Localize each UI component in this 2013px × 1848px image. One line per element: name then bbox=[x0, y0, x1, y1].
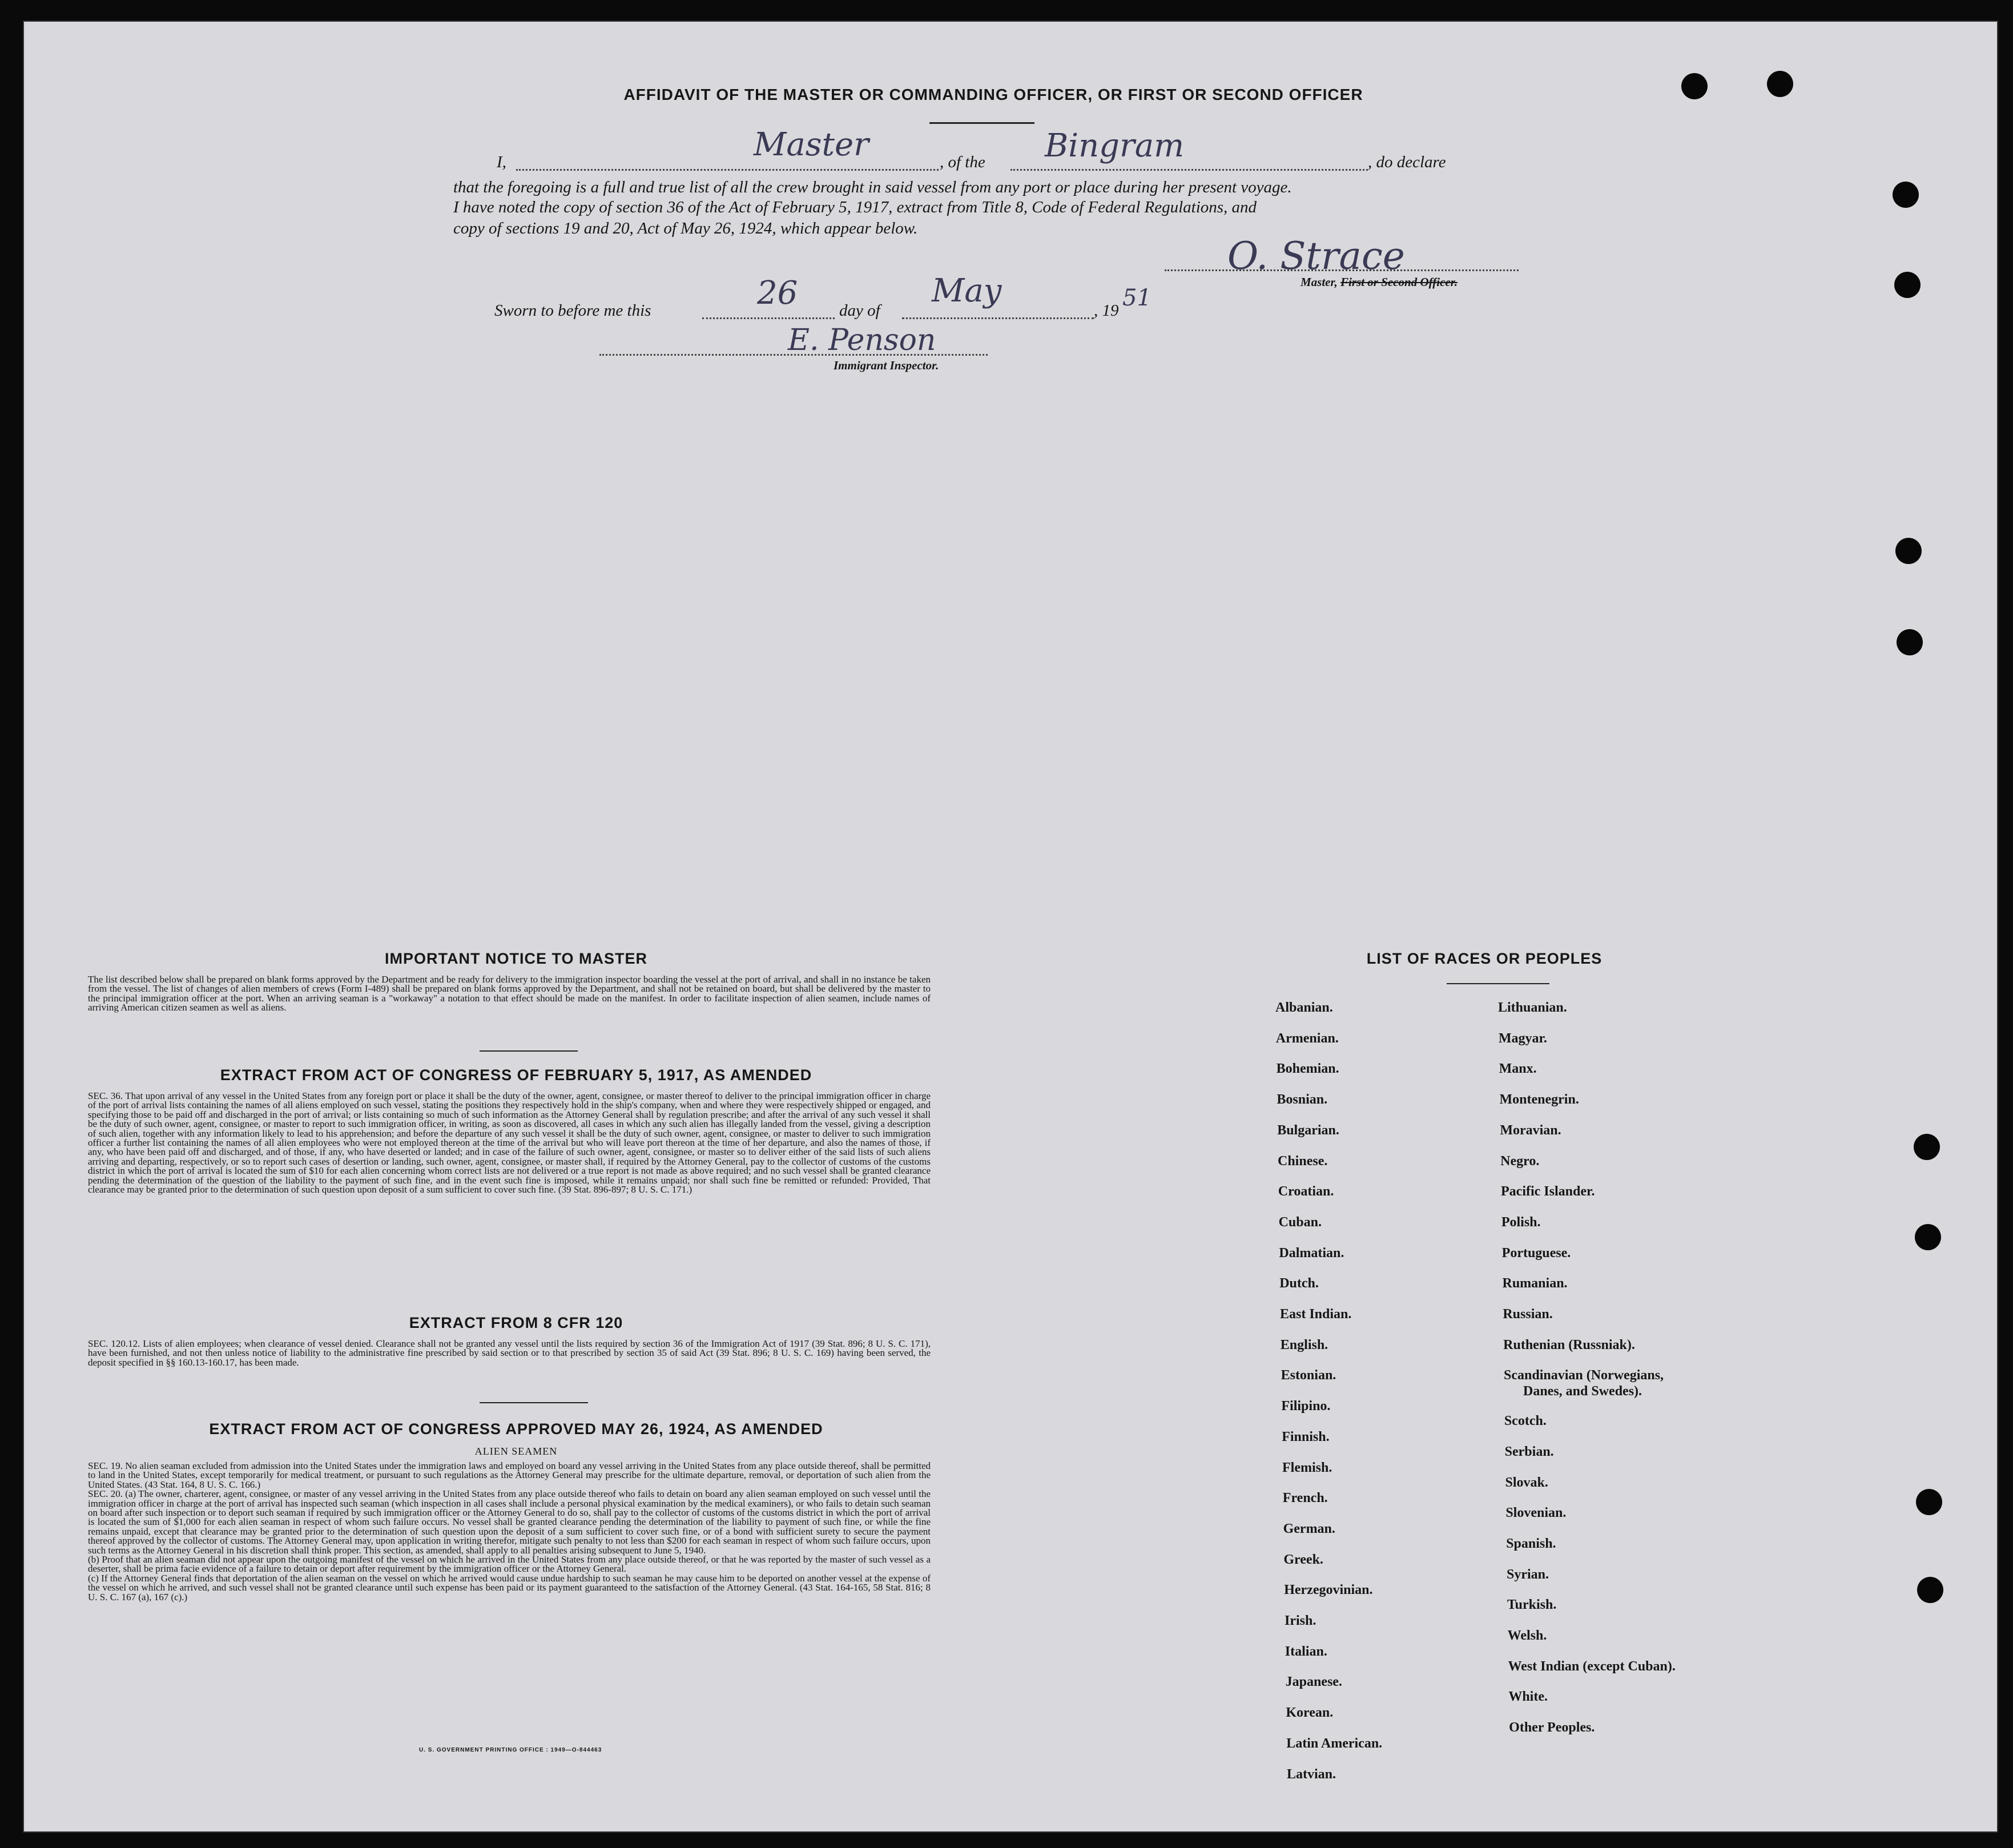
race-item: Pacific Islander. bbox=[1501, 1184, 1595, 1199]
race-item: Scandinavian (Norwegians, bbox=[1504, 1368, 1664, 1383]
race-item: Other Peoples. bbox=[1509, 1720, 1595, 1736]
race-item: Russian. bbox=[1503, 1307, 1553, 1322]
punch-hole-right-6 bbox=[1915, 1224, 1941, 1250]
section-20b-text: (b) Proof that an alien seaman did not appear upon the outgoing manifest of the vessel on which he arrived in the United States from any place outside thereof, or that he was reported by the master of such vessel as a deserter, shall be prima facie evidence of a failure to detain or deport after requirement by the immigration officer or the Attorney General. bbox=[88, 1554, 931, 1575]
extract-1924-subtitle: ALIEN SEAMEN bbox=[474, 1446, 558, 1457]
race-item: Ruthenian (Russniak). bbox=[1503, 1337, 1635, 1352]
race-item: Cuban. bbox=[1278, 1214, 1322, 1230]
race-item: Dutch. bbox=[1279, 1276, 1319, 1291]
master-name-handwritten: Master bbox=[754, 126, 869, 163]
races-title: LIST OF RACES OR PEOPLES bbox=[1366, 950, 1603, 967]
race-item: Latin American. bbox=[1286, 1736, 1383, 1751]
sworn-year-handwritten: 51 bbox=[1122, 285, 1152, 311]
inspector-signature: E. Penson bbox=[788, 323, 936, 357]
master-title bbox=[1301, 275, 1458, 289]
race-item: White. bbox=[1508, 1689, 1548, 1705]
extract-1924-text bbox=[88, 1462, 931, 1602]
race-item: Japanese. bbox=[1285, 1674, 1342, 1690]
races-rule bbox=[1447, 983, 1549, 984]
race-item: Negro. bbox=[1500, 1153, 1540, 1169]
title-rule bbox=[929, 122, 1034, 124]
race-item: Montenegrin. bbox=[1499, 1092, 1579, 1108]
declaration-line-3: I have noted the copy of section 36 of the Act of February 5, 1917, extract from Title 8, Code of Federal Regulations, and bbox=[453, 198, 1257, 216]
race-item: Flemish. bbox=[1282, 1460, 1332, 1475]
punch-hole-right-5 bbox=[1914, 1134, 1940, 1160]
race-item: Chinese. bbox=[1278, 1153, 1328, 1169]
punch-hole-right-1 bbox=[1893, 182, 1919, 208]
master-struck-label: First or Second Officer. bbox=[1340, 275, 1458, 289]
extract-cfr-title: EXTRACT FROM 8 CFR 120 bbox=[409, 1314, 623, 1331]
race-item: East Indian. bbox=[1280, 1307, 1352, 1322]
section-19-text: SEC. 19. No alien seaman excluded from admission into the United States under the immigration laws and employed on board any vessel arriving in the United States from any place outside thereof, shall be permitted to land in the United States, except temporarily for medical treatment, or pursuant to such regulations as the Attorney General may prescribe for the ultimate departure, removal, or deportation of such alien from the United States. (43 Stat. 164, 8 U. S. C. 166.) bbox=[88, 1460, 931, 1490]
sworn-month-handwritten: May bbox=[932, 272, 1002, 309]
affidavit-title: AFFIDAVIT OF THE MASTER OR COMMANDING OFFICER, OR FIRST OR SECOND OFFICER bbox=[623, 86, 1363, 103]
sworn-day-handwritten: 26 bbox=[757, 275, 798, 312]
race-item: Serbian. bbox=[1504, 1444, 1554, 1459]
extract-1924-title: EXTRACT FROM ACT OF CONGRESS APPROVED MAY 26, 1924, AS AMENDED bbox=[209, 1420, 823, 1438]
race-item: Lithuanian. bbox=[1498, 1000, 1567, 1015]
race-item: Magyar. bbox=[1498, 1030, 1547, 1046]
sworn-prefix: Sworn to before me this bbox=[494, 301, 651, 320]
master-signature-line bbox=[1165, 269, 1519, 271]
sworn-year-prefix: , 19 bbox=[1094, 301, 1119, 320]
punch-hole-top-1 bbox=[1681, 73, 1708, 99]
race-item: Estonian. bbox=[1281, 1368, 1336, 1383]
race-item: West Indian (except Cuban). bbox=[1508, 1658, 1676, 1674]
declaration-line-1 bbox=[497, 126, 1524, 175]
notice-title: IMPORTANT NOTICE TO MASTER bbox=[385, 950, 647, 967]
extract-1917-text: SEC. 36. That upon arrival of any vessel in the United States from any foreign port or place it shall be the duty of the owner, agent, consignee, or master thereof to deliver to the principal immigration officer in charge of the port of arrival lists containing the names of all aliens employed on such vessel, stating the positions they respectively hold in the ship's company, when and where they were respectively shipped or engaged, and specifying those to be paid off and discharged in the port of arrival; or lists containing so much of such information as the Attorney General shall by regulation prescribe; and after the arrival of any such vessel it shall be the duty of such owner, agent, consignee, or master to report to such immigration officer, in writing, as soon as discovered, all cases in which any such alien has illegally landed from the vessel, giving a description of such alien, together with any information likely to lead to his apprehension; and before the departure of any such vessel it shall be the duty of such owner, agent, consignee, or master to deliver to such immigration officer a further list containing the names of all alien employees who were not employed thereon at the time of the arrival but who will leave port thereon at the time of her departure, and also the names of those, if any, who have been paid off and discharged, and of those, if any, who have deserted or landed; and in case of the failure of such owner, agent, consignee, or master so to deliver either of the said lists of such aliens arriving and departing, respectively, or so to report such cases of desertion or landing, such owner, agent, consignee, or master shall, if required by the Attorney General, pay to the collector of customs of the customs district in which the port of arrival is located the sum of $10 for each alien concerning whom correct lists are not delivered or a true report is not made as above required; and no such vessel shall be granted clearance pending the determination of the question of the liability to the payment of such fine, and in the event such fine is imposed, while it remains unpaid; nor shall such fine be remitted or refunded: Provided, That clearance may be granted prior to the determination of such question upon deposit of a sum sufficient to cover such fine. (39 Stat. 896-897; 8 U. S. C. 171.) bbox=[88, 1090, 931, 1195]
gpo-footer: U. S. GOVERNMENT PRINTING OFFICE : 1949—O-844463 bbox=[419, 1747, 602, 1753]
race-item: Rumanian. bbox=[1502, 1276, 1568, 1291]
master-name-line bbox=[516, 169, 939, 171]
race-item: Bosnian. bbox=[1277, 1092, 1328, 1108]
race-item: Syrian. bbox=[1507, 1567, 1549, 1582]
sworn-day-line bbox=[702, 317, 835, 319]
race-item: Finnish. bbox=[1282, 1429, 1330, 1444]
declaration-line-2: that the foregoing is a full and true list of all the crew brought in said vessel from any port or place during her present voyage. bbox=[453, 178, 1292, 196]
race-item: Greek. bbox=[1283, 1552, 1323, 1567]
race-item: Turkish. bbox=[1507, 1597, 1557, 1613]
extract-1917-title: EXTRACT FROM ACT OF CONGRESS OF FEBRUARY 5, 1917, AS AMENDED bbox=[220, 1066, 812, 1084]
race-item: Korean. bbox=[1286, 1705, 1334, 1721]
sworn-line bbox=[494, 272, 1294, 323]
extract-cfr-text: SEC. 120.12. Lists of alien employees; when clearance of vessel denied. Clearance shall not be granted any vessel until the lists required by section 36 of the Immigration Act of 1917 (39 Stat. 896; 8 U. S. C. 171), have been furnished, and not then unless notice of liability to the administrative fine prescribed by said section or to that prescribed by section 35 of said Act (39 Stat. 896; 8 U. S. C. 169) having been served, the deposit specified in §§ 160.13-160.17, has been made. bbox=[88, 1338, 931, 1368]
punch-hole-right-7 bbox=[1916, 1489, 1942, 1515]
section-20c-text: (c) If the Attorney General finds that deportation of the alien seaman on the vessel on which he arrived would cause undue hardship to such seaman he may cause him to be deported on another vessel at the expense of the vessel on which he arrived, and such vessel shall not be granted clearance until such expense has been paid or its payment guaranteed to the satisfaction of the Attorney General. (43 Stat. 164-165, 58 Stat. 816; 8 U. S. C. 167 (a), 167 (c).) bbox=[88, 1572, 931, 1603]
race-item: Albanian. bbox=[1275, 1000, 1333, 1015]
race-item: Spanish. bbox=[1506, 1536, 1556, 1551]
race-item: French. bbox=[1282, 1491, 1328, 1506]
punch-hole-right-8 bbox=[1917, 1577, 1943, 1603]
race-item: Portuguese. bbox=[1501, 1245, 1571, 1261]
master-signature: O. Strace bbox=[1227, 234, 1405, 278]
race-item: Scotch. bbox=[1504, 1414, 1547, 1429]
race-item: Armenian. bbox=[1275, 1030, 1339, 1046]
race-item: Welsh. bbox=[1507, 1628, 1547, 1643]
race-item: Slovak. bbox=[1505, 1475, 1548, 1490]
cfr-rule bbox=[480, 1402, 588, 1403]
race-item: English. bbox=[1280, 1337, 1328, 1352]
vessel-name-line bbox=[1010, 169, 1368, 171]
notice-text: The list described below shall be prepared on blank forms approved by the Department and be ready for delivery to the immigration inspector boarding the vessel at the port of arrival, and shall in no instance be taken from the vessel. The list of changes of alien members of crews (Form I-489) shall be prepared on blank forms approved by the Department, and shall not be retained on board, but shall be delivered by the master to the principal immigration officer at the port. When an arriving seaman is a "workaway" a notation to that effect should be made on the manifest. In order to facilitate inspection of alien seamen, include names of arriving American citizen seamen as well as aliens. bbox=[88, 974, 931, 1013]
race-item: Irish. bbox=[1285, 1613, 1316, 1628]
decl-suffix: , do declare bbox=[1368, 153, 1446, 171]
decl-prefix: I, bbox=[497, 153, 506, 171]
race-item: Latvian. bbox=[1287, 1766, 1336, 1782]
notice-rule bbox=[480, 1050, 578, 1052]
inspector-label: Immigrant Inspector. bbox=[834, 359, 939, 372]
race-item: Manx. bbox=[1499, 1061, 1537, 1077]
race-item: Croatian. bbox=[1278, 1184, 1334, 1199]
declaration-line-4: copy of sections 19 and 20, Act of May 26, 1924, which appear below. bbox=[453, 219, 918, 237]
race-item: Moravian. bbox=[1500, 1122, 1561, 1138]
inspector-signature-line bbox=[599, 354, 988, 356]
race-item: Bohemian. bbox=[1276, 1061, 1339, 1077]
master-label: Master, bbox=[1301, 275, 1338, 289]
sworn-dayof: day of bbox=[839, 301, 880, 320]
race-item: Dalmatian. bbox=[1279, 1245, 1344, 1261]
race-item: Polish. bbox=[1501, 1214, 1541, 1230]
punch-hole-right-4 bbox=[1897, 629, 1923, 655]
vessel-name-handwritten: Bingram bbox=[1045, 127, 1185, 164]
race-item: Filipino. bbox=[1281, 1399, 1331, 1414]
punch-hole-right-3 bbox=[1895, 538, 1922, 564]
section-20a-text: SEC. 20. (a) The owner, charterer, agent, consignee, or master of any vessel arriving in the United States from any place outside thereof who fails to detain on board any alien seaman employed on such vessel until the immigration officer in charge at the port of arrival has inspected such seaman (which inspection in all cases shall include a personal physical examination by the medical examiners), or who fails to detain such seaman on board after such inspection or to deport such seaman if required by such immigration officer or the Attorney General to do so, shall pay to the collector of customs of the customs district in which the port of arrival is located the sum of $1,000 for each alien seaman in respect of whom such failure occurs. No vessel shall be granted clearance pending the determination of the liability to payment of such fine, or while the fine remains unpaid, except that clearance may be granted prior to the determination of such question upon the deposit of a sum sufficient to cover such fine, or of a bond with sufficient surety to secure the payment thereof approved by the collector of customs. The Attorney General may, upon application in writing therefor, mitigate such penalty to not less than $200 for each seaman in respect of whom such failure occurs, upon such terms as the Attorney General in his discretion shall think proper. This section, as amended, shall apply to all penalties arising subsequent to June 5, 1940. bbox=[88, 1488, 931, 1556]
race-item: German. bbox=[1283, 1521, 1335, 1536]
decl-of: , of the bbox=[940, 153, 985, 171]
race-item: Bulgarian. bbox=[1277, 1122, 1339, 1138]
race-item: Danes, and Swedes). bbox=[1523, 1384, 1642, 1399]
sworn-month-line bbox=[902, 317, 1094, 319]
race-item: Italian. bbox=[1285, 1644, 1327, 1659]
race-item: Herzegovinian. bbox=[1284, 1583, 1373, 1598]
punch-hole-top-2 bbox=[1767, 71, 1793, 97]
punch-hole-right-2 bbox=[1894, 272, 1921, 298]
race-item: Slovenian. bbox=[1505, 1505, 1567, 1521]
